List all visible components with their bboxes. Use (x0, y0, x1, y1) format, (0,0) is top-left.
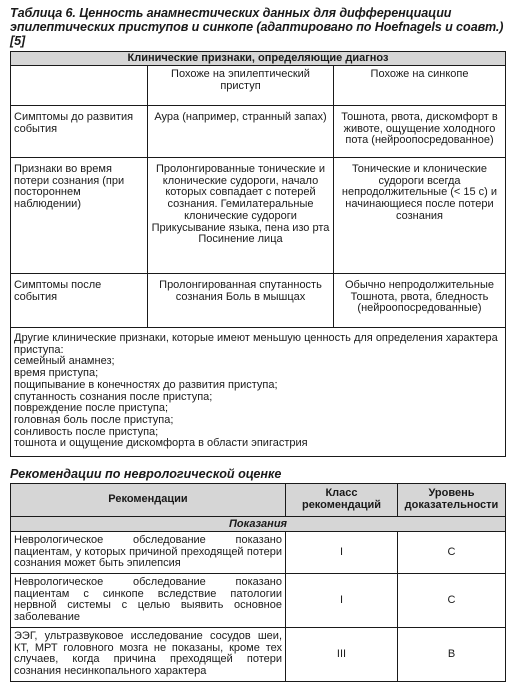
other-sign-item: повреждение после приступа; (14, 402, 168, 415)
syncope-cell: Тошнота, рвота, дискомфорт в животе, ощущение холодного пота (нейроопосредованное) (334, 106, 506, 158)
recommendation-text: ЭЭГ, ультразвуковое исследование сосудов шеи, КТ, МРТ головного мозга не показаны, кроме тех случаев, когда причина преходящей потери сознания несинкопального характера (11, 628, 286, 682)
epileptic-cell: Аура (например, странный запах) (148, 106, 334, 158)
header-recommendation: Рекомендации (11, 484, 286, 517)
other-sign-item: тошнота и ощущение дискомфорта в области эпигастрия (14, 437, 308, 450)
recommendation-text: Неврологическое обследование показано пациентам, у которых причиной преходящей потери сознания может быть эпилепсия (11, 532, 286, 574)
other-signs-cell (11, 328, 506, 457)
sign-cell: Симптомы до развития события (11, 106, 148, 158)
header-epileptic: Похоже на эпилептический приступ (148, 66, 334, 106)
header-empty-cell (11, 66, 148, 106)
other-sign-item: спутанность сознания после приступа; (14, 390, 213, 403)
header-syncope: Похоже на синкопе (334, 66, 506, 106)
other-signs-intro: Другие клинические признаки, которые имеют меньшую ценность для определения характера приступа: (14, 332, 498, 356)
differential-table (10, 51, 506, 457)
other-sign-item: пощипывание в конечностях до развития приступа; (14, 378, 278, 391)
header-level: Уровень доказательности (398, 484, 506, 517)
table-header-main: Клинические признаки, определяющие диагноз (11, 52, 506, 66)
epileptic-cell: Пролонгированная спутанность сознания Боль в мышцах (148, 274, 334, 328)
sign-cell: Признаки во время потери сознания (при постороннем наблюдении) (11, 158, 148, 274)
evidence-level: C (398, 532, 506, 574)
section-indications: Показания (11, 517, 506, 532)
recommendation-text: Неврологическое обследование показано пациентам с синкопе вследствие патологии нервной системы с целью выявить основное заболевание (11, 574, 286, 628)
recommendation-class: III (286, 628, 398, 682)
other-sign-item: сонливость после приступа; (14, 425, 159, 438)
evidence-level: C (398, 574, 506, 628)
syncope-cell: Тонические и клонические судороги всегда непродолжительные (< 15 с) и начинающиеся после потери сознания (334, 158, 506, 274)
evidence-level: B (398, 628, 506, 682)
recommendation-class: I (286, 532, 398, 574)
table-caption: Таблица 6. Ценность анамнестических данных для дифференциации эпилептических приступов и синкопе (адаптировано по Hoefnagels и соавт.) [5] (10, 6, 504, 48)
recommendations-table (10, 483, 506, 682)
recommendation-class: I (286, 574, 398, 628)
other-sign-item: головная боль после приступа; (14, 413, 174, 426)
other-sign-item: семейный анамнез; (14, 355, 115, 368)
header-class: Класс рекомендаций (286, 484, 398, 517)
syncope-cell: Обычно непродолжительные Тошнота, рвота, бледность (нейроопосредованные) (334, 274, 506, 328)
sign-cell: Симптомы после события (11, 274, 148, 328)
other-sign-item: время приступа; (14, 367, 99, 380)
recommendations-heading: Рекомендации по неврологической оценке (10, 467, 282, 481)
epileptic-cell: Пролонгированные тонические и клонические судороги, начало которых совпадает с потерей сознания. Гемилатеральные клонические судороги Прикусывание языка, пена изо рта Посинение лица (148, 158, 334, 274)
